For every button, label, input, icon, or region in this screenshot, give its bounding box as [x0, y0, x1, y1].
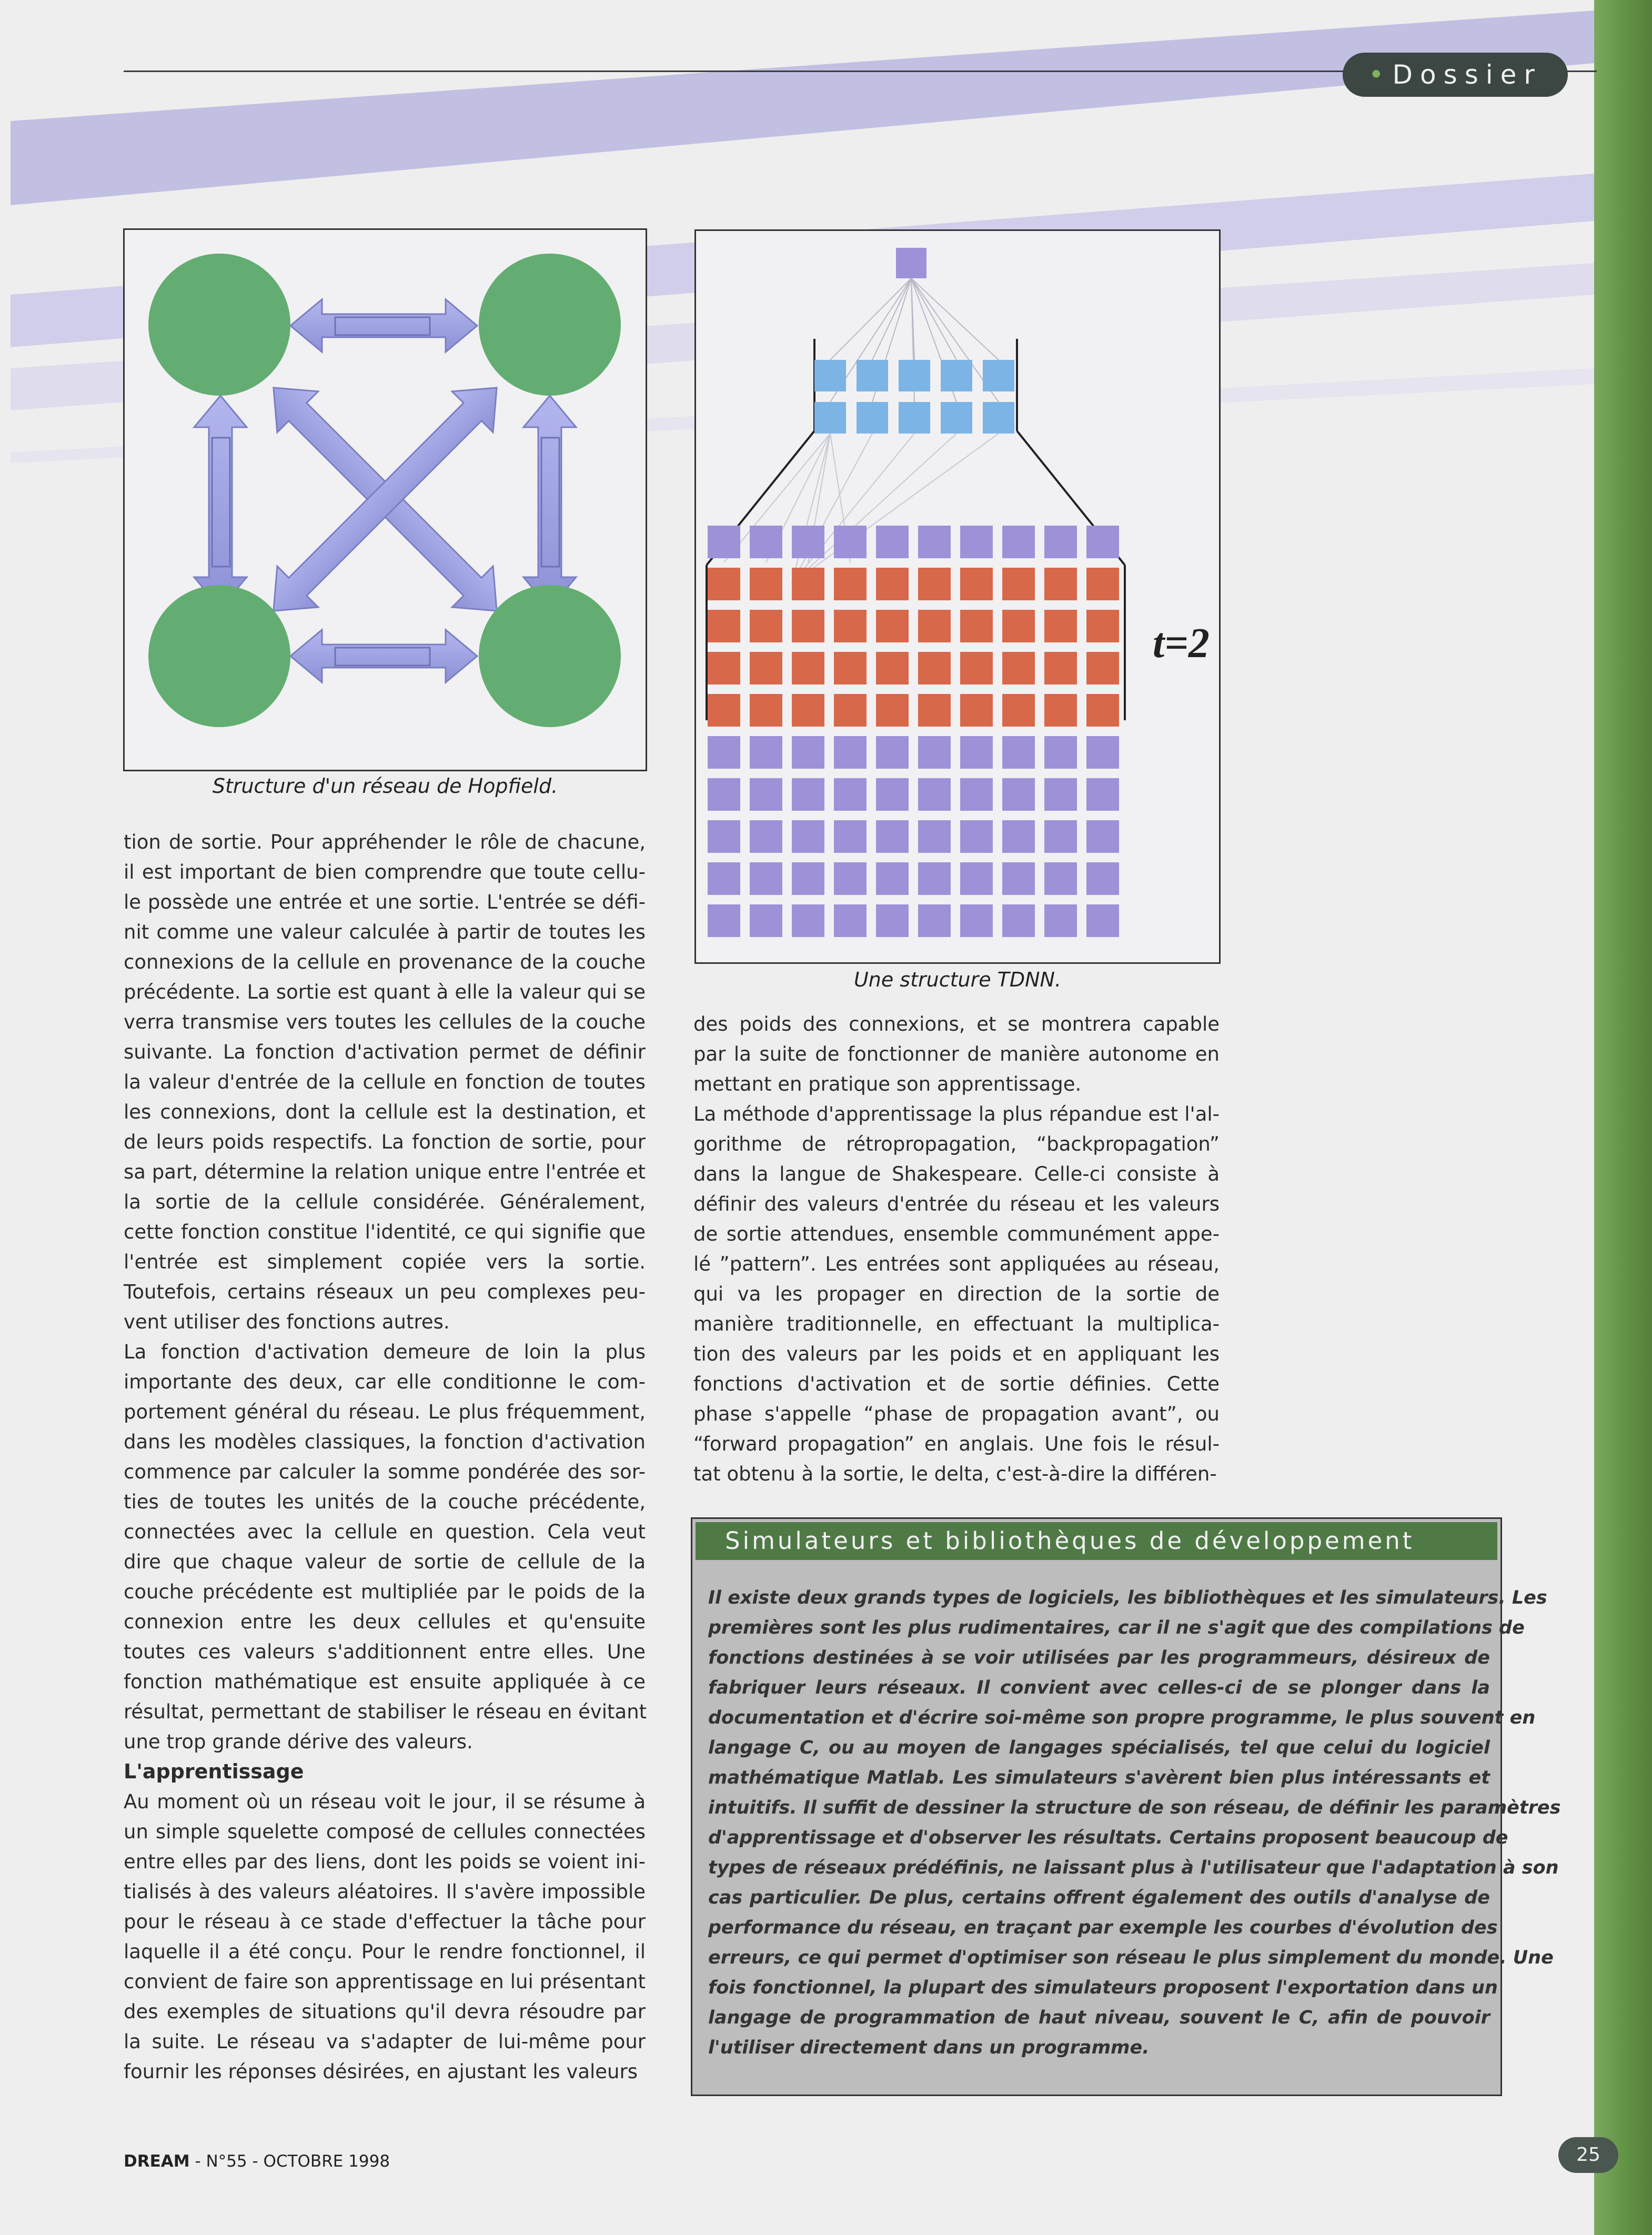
text-line: La méthode d'apprentissage la plus répandue est l'al-: [693, 1103, 1220, 1125]
input-cell: [1086, 862, 1119, 895]
text-line: par la suite de fonctionner de manière autonome en: [693, 1043, 1220, 1065]
text-line: des poids des connexions, et se montrera capable: [693, 1013, 1220, 1035]
input-cell: [834, 820, 867, 853]
connection-line: [792, 434, 999, 583]
input-cell: [750, 526, 782, 558]
input-cell: [1044, 820, 1077, 853]
sidebar-line: Il existe deux grands types de logiciels, les bibliothèques et les simulateurs. Les: [708, 1587, 1547, 1608]
input-cell: [960, 526, 993, 558]
input-cell-active: [792, 568, 824, 600]
sidebar-line: fois fonctionnel, la plupart des simulateurs proposent l'exportation dans un: [708, 1977, 1498, 1998]
hopfield-caption: Structure d'un réseau de Hopfield.: [212, 774, 558, 798]
tdnn-caption: Une structure TDNN.: [853, 968, 1062, 991]
input-cell: [960, 820, 993, 853]
neuron-top-right: [479, 254, 621, 396]
input-cell-active: [918, 610, 951, 642]
text-line: cette fonction constitue l'identité, ce qui signifie que: [124, 1221, 646, 1243]
sidebar-line: mathématique Matlab. Les simulateurs s'avèrent bien plus intéressants et: [708, 1767, 1490, 1788]
text-line: nit comme une valeur calculée à partir de toutes les: [124, 921, 646, 943]
right-arrow: [523, 396, 576, 609]
input-cell: [708, 778, 740, 811]
text-line: lé ”pattern”. Les entrées sont appliquées au réseau,: [693, 1253, 1220, 1275]
bullet-icon: •: [1368, 59, 1384, 90]
input-cell-active: [1002, 568, 1035, 600]
input-cell: [1086, 820, 1119, 853]
connection-line: [911, 278, 999, 360]
text-line: le possède une entrée et une sortie. L'entrée se défi-: [124, 891, 646, 913]
text-line: commence par calculer la somme pondérée des sor-: [124, 1461, 646, 1483]
text-line: résultat, permettant de stabiliser le réseau en évitant: [124, 1700, 647, 1723]
text-line: dans la langue de Shakespeare. Celle-ci consiste à: [693, 1163, 1220, 1185]
input-cell-active: [1002, 652, 1035, 684]
text-line: portement général du réseau. Le plus fréquemment,: [124, 1401, 646, 1423]
text-line: sa part, détermine la relation unique entre l'entrée et: [124, 1161, 646, 1183]
input-cell: [960, 778, 993, 811]
text-line: dire que chaque valeur de sortie de cellule de la: [124, 1551, 646, 1573]
input-cell-active: [792, 652, 824, 684]
connection-line: [830, 278, 911, 360]
input-cell-active: [876, 694, 909, 727]
text-line: connectées avec la cellule en question. Cela veut: [124, 1521, 646, 1543]
text-line: les connexions, dont la cellule est la destination, et: [124, 1101, 646, 1123]
text-line: une trop grande dérive des valeurs.: [124, 1730, 473, 1753]
hidden-cell: [983, 360, 1014, 391]
input-cell-active: [918, 568, 951, 600]
footer: [124, 2152, 390, 2171]
left-arrow: [194, 396, 247, 609]
text-line: de sortie attendues, ensemble communément appe-: [693, 1223, 1220, 1245]
text-line: verra transmise vers toutes les cellules de la couche: [124, 1011, 646, 1033]
hidden-cell: [857, 402, 888, 434]
bottom-arrow: [290, 630, 477, 682]
text-line: précédente. La sortie est quant à elle la valeur qui se: [124, 981, 646, 1003]
input-cell-active: [792, 610, 824, 642]
input-cell: [918, 778, 951, 811]
input-cell-active: [834, 694, 867, 727]
input-cell-active: [834, 568, 867, 600]
input-cell: [708, 736, 740, 769]
input-cell-active: [1044, 694, 1077, 727]
text-line: ties de toutes les unités de la couche précédente,: [124, 1491, 646, 1513]
input-cell: [834, 526, 867, 558]
column-right: [693, 1009, 1220, 1489]
input-cell: [708, 526, 740, 558]
text-line: La fonction d'activation demeure de loin la plus: [124, 1341, 646, 1363]
neuron-bottom-left: [148, 585, 290, 727]
sidebar-line: l'utiliser directement dans un programme.: [708, 2037, 1150, 2058]
connection-line: [911, 278, 956, 360]
input-cell-active: [750, 568, 782, 600]
hopfield-figure: [123, 228, 647, 771]
text-line: des exemples de situations qu'il devra résoudre par: [124, 2000, 646, 2023]
input-cell: [918, 526, 951, 558]
input-cell: [750, 778, 782, 811]
input-cell-active: [1044, 568, 1077, 600]
input-cell: [792, 904, 824, 937]
text-line: dans les modèles classiques, la fonction d'activation: [124, 1431, 646, 1453]
input-cell: [750, 736, 782, 769]
text-line: Toutefois, certains réseaux un peu complexes peu-: [124, 1281, 646, 1303]
input-cell: [960, 736, 993, 769]
sidebar-line: langage de programmation de haut niveau, souvent le C, afin de pouvoir: [708, 2007, 1490, 2028]
input-cell-active: [876, 652, 909, 684]
paragraph-apprentissage: [124, 1787, 646, 2087]
section-badge: [1343, 53, 1568, 97]
input-cell: [918, 904, 951, 937]
sidebar-line: d'apprentissage et d'observer les résultats. Certains proposent beaucoup de: [708, 1827, 1508, 1848]
input-cell-active: [1086, 652, 1119, 684]
input-cell-active: [834, 652, 867, 684]
hidden-cell: [941, 402, 972, 434]
input-cell-active: [750, 694, 782, 727]
input-cell: [876, 862, 909, 895]
input-cell-active: [876, 568, 909, 600]
column-left: [124, 827, 646, 2087]
input-cell-active: [1044, 652, 1077, 684]
text-line: laquelle il a été conçu. Pour le rendre fonctionnel, il: [124, 1940, 646, 1963]
input-cell-active: [960, 652, 993, 684]
text-line: fonction mathématique est ensuite appliquée à ce: [124, 1670, 646, 1693]
input-cell: [792, 736, 824, 769]
input-cell-active: [960, 694, 993, 727]
hidden-cell: [814, 402, 846, 434]
top-arrow: [290, 299, 477, 352]
text-line: définir des valeurs d'entrée du réseau et les valeurs: [693, 1193, 1220, 1215]
input-cell: [792, 778, 824, 811]
input-cell-active: [1002, 694, 1035, 727]
text-line: la valeur d'entrée de la cellule en fonction de toutes: [124, 1071, 646, 1093]
time-label: t=2: [1153, 620, 1210, 667]
input-cell-active: [960, 568, 993, 600]
tdnn-figure: [694, 229, 1221, 964]
input-cell: [834, 736, 867, 769]
sidebar-line: fabriquer leurs réseaux. Il convient avec celles-ci de se plonger dans la: [708, 1677, 1490, 1698]
connection-line: [792, 434, 956, 583]
input-cell: [708, 904, 740, 937]
sidebar-line: premières sont les plus rudimentaires, car il ne s'agit que des compilations de: [708, 1617, 1525, 1638]
hidden-cell: [857, 360, 888, 391]
input-cell-active: [708, 568, 740, 600]
text-line: vent utiliser des fonctions autres.: [124, 1311, 450, 1333]
input-cell: [1044, 904, 1077, 937]
connection-line: [872, 278, 911, 360]
sidebar-line: performance du réseau, en traçant par exemple les courbes d'évolution des: [708, 1917, 1498, 1938]
input-cell: [876, 736, 909, 769]
input-cell-active: [750, 652, 782, 684]
input-cell: [750, 862, 782, 895]
sidebar-line: cas particulier. De plus, certains offrent également des outils d'analyse de: [708, 1887, 1490, 1908]
input-cell-active: [1044, 610, 1077, 642]
input-cell: [1002, 904, 1035, 937]
issue-info: - N°55 - OCTOBRE 1998: [195, 2152, 390, 2171]
input-cell-active: [918, 652, 951, 684]
input-cell: [1002, 862, 1035, 895]
text-line: de leurs poids respectifs. La fonction de sortie, pour: [124, 1131, 646, 1153]
input-cell: [1086, 904, 1119, 937]
text-line: importante des deux, car elle conditionne le com-: [124, 1371, 646, 1393]
heading-apprentissage: L'apprentissage: [124, 1760, 304, 1783]
input-cell: [1086, 526, 1119, 558]
page-edge-band: [1594, 0, 1652, 2235]
input-cell-active: [876, 610, 909, 642]
input-cell: [1086, 736, 1119, 769]
paragraph-activation-intro: [124, 827, 646, 1337]
input-cell: [1002, 778, 1035, 811]
text-line: pour le réseau à ce stade d'effectuer la tâche pour: [124, 1910, 646, 1933]
input-cell: [1044, 736, 1077, 769]
text-line: la suite. Le réseau va s'adapter de lui-même pour: [124, 2030, 646, 2053]
text-line: entre elles par des liens, dont les poids se voient ini-: [124, 1850, 646, 1873]
input-cell: [1002, 526, 1035, 558]
input-cell: [708, 862, 740, 895]
hidden-cell: [899, 402, 930, 434]
text-line: il est important de bien comprendre que toute cellu-: [124, 861, 646, 883]
connection-line: [792, 434, 872, 583]
input-cell-active: [750, 610, 782, 642]
input-cell: [792, 862, 824, 895]
text-line: fonctions d'activation et de sortie définies. Cette: [693, 1373, 1220, 1395]
input-cell: [960, 862, 993, 895]
paragraph-backpropagation: [693, 1099, 1220, 1489]
input-cell: [918, 736, 951, 769]
input-cell: [792, 820, 824, 853]
input-cell: [750, 904, 782, 937]
text-line: phase s'appelle “phase de propagation avant”, ou: [693, 1403, 1220, 1425]
text-line: suivante. La fonction d'activation permet de définir: [124, 1041, 646, 1063]
neuron-top-left: [148, 254, 290, 396]
text-line: connexion entre les deux cellules et qu'ensuite: [124, 1610, 646, 1633]
sidebar-title: Simulateurs et bibliothèques de développement: [696, 1522, 1497, 1560]
text-line: convient de faire son apprentissage en lui présentant: [124, 1970, 646, 1993]
input-cell: [1044, 526, 1077, 558]
sidebar-body: [708, 1583, 1561, 2063]
input-cell: [750, 820, 782, 853]
text-line: toutes ces valeurs s'additionnent entre elles. Une: [124, 1640, 646, 1663]
input-cell-active: [708, 652, 740, 684]
input-cell-active: [1086, 568, 1119, 600]
input-cell: [1086, 778, 1119, 811]
hopfield-diagram: [125, 230, 646, 770]
text-line: manière traditionnelle, en effectuant la multiplica-: [693, 1313, 1220, 1335]
hidden-cell: [814, 360, 846, 391]
sidebar-line: fonctions destinées à se voir utilisées par les programmeurs, désireux de: [708, 1647, 1490, 1668]
input-cell: [1044, 778, 1077, 811]
input-cell: [918, 820, 951, 853]
text-line: “forward propagation” en anglais. Une fois le résul-: [693, 1433, 1220, 1455]
input-cell-active: [1086, 694, 1119, 727]
input-cell-active: [960, 610, 993, 642]
input-cell: [1002, 736, 1035, 769]
input-cell-active: [708, 694, 740, 727]
hidden-cell: [983, 402, 1014, 434]
text-line: un simple squelette composé de cellules connectées: [124, 1820, 646, 1843]
input-cell: [834, 904, 867, 937]
input-cell: [876, 778, 909, 811]
sidebar-line: documentation et d'écrire soi-même son propre programme, le plus souvent en: [708, 1707, 1536, 1728]
sidebar-line: intuitifs. Il suffit de dessiner la structure de son réseau, de définir les paramètres: [708, 1797, 1561, 1818]
page-number: 25: [1558, 2137, 1618, 2173]
input-cell-active: [708, 610, 740, 642]
input-cell: [1044, 862, 1077, 895]
sidebar-line: types de réseaux prédéfinis, ne laissant plus à l'utilisateur que l'adaptation à son: [708, 1857, 1559, 1878]
text-line: la sortie de la cellule considérée. Généralement,: [124, 1191, 646, 1213]
sidebar-line: langage C, ou au moyen de langages spécialisés, tel que celui du logiciel: [708, 1737, 1490, 1758]
tdnn-diagram: [696, 231, 1219, 962]
input-cell-active: [834, 610, 867, 642]
input-cell: [876, 904, 909, 937]
input-cell: [708, 820, 740, 853]
input-cell: [834, 862, 867, 895]
input-cell: [918, 862, 951, 895]
sidebar-line: erreurs, ce qui permet d'optimiser son réseau le plus simplement du monde. Une: [708, 1947, 1554, 1968]
input-cell: [792, 526, 824, 558]
text-line: tion des valeurs par les poids et en appliquant les: [693, 1343, 1220, 1365]
input-cell: [876, 526, 909, 558]
input-cell: [960, 904, 993, 937]
input-cell-active: [1086, 610, 1119, 642]
input-cell: [834, 778, 867, 811]
text-line: qui va les propager en direction de la sortie de: [693, 1283, 1220, 1305]
input-cell-active: [918, 694, 951, 727]
magazine-name: DREAM: [124, 2152, 190, 2171]
input-cell: [876, 820, 909, 853]
input-cell: [1002, 820, 1035, 853]
output-cell: [896, 248, 926, 278]
neuron-bottom-right: [479, 585, 621, 727]
input-cell-active: [792, 694, 824, 727]
text-line: mettant en pratique son apprentissage.: [693, 1073, 1082, 1095]
hidden-cell: [941, 360, 972, 391]
hidden-cell: [899, 360, 930, 391]
section-label: Dossier: [1392, 59, 1542, 90]
text-line: gorithme de rétropropagation, “backpropagation”: [693, 1133, 1220, 1155]
sidebar-box: [691, 1517, 1561, 2096]
text-line: fournir les réponses désirées, en ajustant les valeurs: [124, 2060, 638, 2083]
text-line: couche précédente est multipliée par le poids de la: [124, 1580, 646, 1603]
text-line: Au moment où un réseau voit le jour, il se résume à: [124, 1790, 646, 1813]
text-line: tion de sortie. Pour appréhender le rôle de chacune,: [124, 831, 646, 853]
text-line: tat obtenu à la sortie, le delta, c'est-à-dire la différen-: [693, 1463, 1217, 1485]
text-line: connexions de la cellule en provenance de la couche: [124, 951, 646, 973]
text-line: tialisés à des valeurs aléatoires. Il s'avère impossible: [124, 1880, 646, 1903]
text-line: l'entrée est simplement copiée vers la sortie.: [124, 1251, 646, 1273]
paragraph-weights: [693, 1009, 1220, 1099]
input-cell-active: [1002, 610, 1035, 642]
paragraph-activation-function: [124, 1337, 646, 1757]
